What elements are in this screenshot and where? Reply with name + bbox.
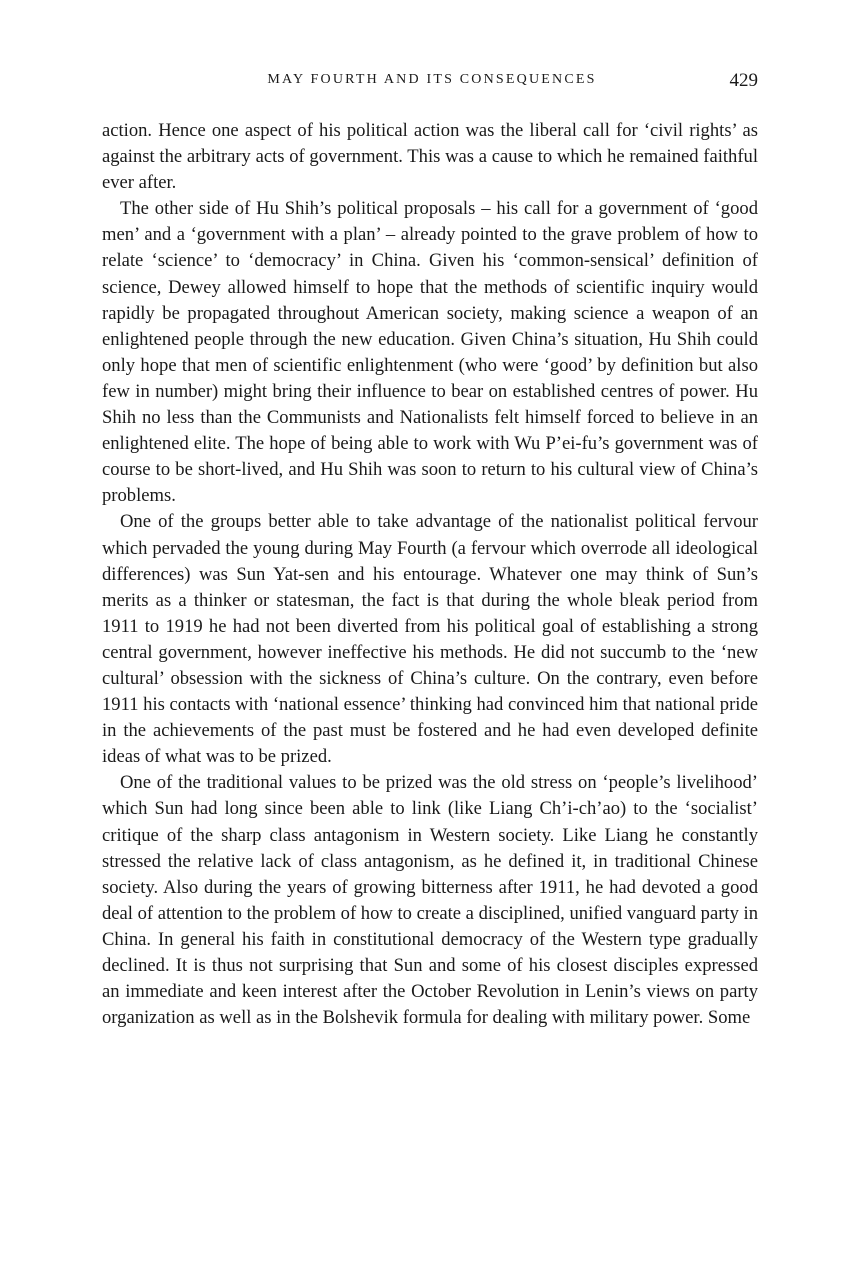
body-text — [102, 118, 758, 1031]
paragraph-sun-yat-sen: One of the groups better able to take advantage of the nationalist political fervour which pervaded the young during May Fourth (a fervour which overrode all ideological differences) was Sun Yat-sen and his entourage. Whatever one may think of Sun’s merits as a thinker or statesman, the fact is that during the whole bleak period from 1911 to 1919 he had not been diverted from his political goal of establishing a strong central government, however ineffective his methods. He did not succumb to the ‘new cultural’ obsession with the sickness of China’s culture. On the contrary, even before 1911 his contacts with ‘national essence’ thinking had convinced him that national pride in the achievements of the past must be fostered and he had even developed definite ideas of what was to be prized. — [102, 511, 758, 768]
book-page — [102, 70, 758, 1031]
paragraph-hu-shih-proposals: The other side of Hu Shih’s political proposals – his call for a government of ‘good men’ and a ‘government with a plan’ – already pointed to the grave problem of how to relate ‘science’ to ‘democracy’ in China. Given his ‘common-sensical’ definition of science, Dewey allowed himself to hope that the methods of scientific inquiry would rapidly be propagated throughout American society, making science a weapon of an enlightened people through the new education. Given China’s situation, Hu Shih could only hope that men of scientific enlightenment (who were ‘good’ by definition but also few in number) might bring their influence to bear on established centres of power. Hu Shih no less than the Communists and Nationalists felt himself forced to believe in an enlightened elite. The hope of being able to work with Wu P’ei-fu’s government was of course to be short-lived, and Hu Shih was soon to return to his cultural view of China’s problems. — [102, 198, 758, 507]
paragraph-traditional-values: One of the traditional values to be prized was the old stress on ‘people’s livelihood’ which Sun had long since been able to link (like Liang Ch’i-ch’ao) to the ‘socialist’ critique of the sharp class antagonism in Western society. Like Liang he constantly stressed the relative lack of class antagonism, as he defined it, in traditional Chinese society. Also during the years of growing bitterness after 1911, he had devoted a good deal of attention to the problem of how to create a disciplined, unified vanguard party in China. In general his faith in constitutional democracy of the Western type gradually declined. It is thus not surprising that Sun and some of his closest disciples expressed an immediate and keen interest after the October Revolution in Lenin’s views on party organization as well as in the Bolshevik formula for dealing with military power. Some — [102, 772, 758, 1029]
page-number: 429 — [729, 70, 758, 91]
running-head — [102, 70, 758, 98]
running-title: MAY FOURTH AND ITS CONSEQUENCES — [267, 72, 597, 87]
paragraph-continuation: action. Hence one aspect of his political action was the liberal call for ‘civil rights’ as against the arbitrary acts of government. This was a cause to which he remained faithful ever after. — [102, 120, 758, 194]
